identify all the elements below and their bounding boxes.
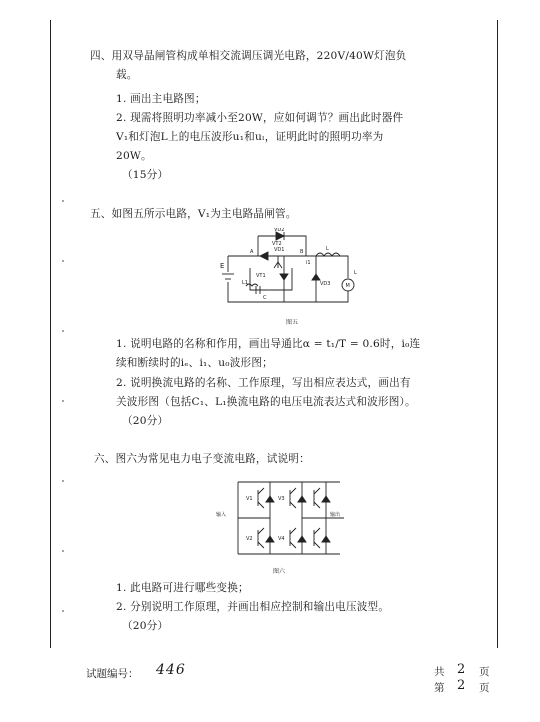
current-page-unit: 页 xyxy=(479,682,490,694)
q4-item2b: V₁和灯泡L上的电压波形u₁和uₗ，证明此时的照明功率为 xyxy=(116,131,384,143)
q6-label-input: 输入 xyxy=(216,512,227,518)
q5-item1b: 续和断续时的iₑ、i₁、u₀波形图； xyxy=(116,357,273,369)
q6-label-v3: V3 xyxy=(278,496,285,502)
q6-circuit-diagram xyxy=(214,474,354,562)
q6-label-v2: V2 xyxy=(246,536,253,542)
q6-score: （20分） xyxy=(122,620,169,632)
total-pages-value: 2 xyxy=(457,662,466,677)
q5-label-node-b: B xyxy=(300,249,304,255)
q6-label-v1: V1 xyxy=(246,496,253,502)
q5-label-c: C xyxy=(263,295,267,301)
exam-code-label: 试题编号： xyxy=(86,668,139,680)
q6-figure-caption: 图六 xyxy=(273,568,286,575)
current-page-label: 第 xyxy=(434,682,445,694)
q5-label-vd1: VD1 xyxy=(274,247,285,253)
q5-label-e: E xyxy=(220,262,225,270)
current-page-value: 2 xyxy=(457,678,466,693)
q5-label-node-a: A xyxy=(250,249,254,255)
q4-item1: 1. 画出主电路图； xyxy=(116,93,206,105)
q6-item1: 1. 此电路可进行哪些变换； xyxy=(116,582,249,594)
q5-label-l1: L1 xyxy=(242,280,248,286)
q6-item2: 2. 分别说明工作原理，并画出相应控制和输出电压波型。 xyxy=(116,601,390,613)
q5-label-vt: VT2 xyxy=(272,241,282,247)
total-pages-label: 共 xyxy=(434,666,445,678)
q4-item2a: 2. 现需将照明功率减小至20W，应如何调节？画出此时器件 xyxy=(116,112,404,124)
q4-item2c: 20W。 xyxy=(116,150,152,162)
exam-code-value: 446 xyxy=(156,662,186,678)
q4-line1: 四、用双导晶闸管构成单相交流调压调光电路，220V/40W灯泡负 xyxy=(90,50,407,62)
q5-circuit-diagram xyxy=(220,228,368,312)
margin-dots xyxy=(62,200,68,620)
q5-label-l: L xyxy=(326,246,329,252)
q6-label-output: 输出 xyxy=(330,512,341,518)
q5-item2b: 关波形图（包括C₁、L₁换流电路的电压电流表达式和波形图）。 xyxy=(116,396,416,408)
q5-item1a: 1. 说明电路的名称和作用，画出导通比α = t₁/T = 0.6时，i₀连 xyxy=(116,338,421,350)
q6-label-v4: V4 xyxy=(278,536,285,542)
q5-title: 五、如图五所示电路，V₁为主电路晶闸管。 xyxy=(90,208,297,220)
q4-line2: 载。 xyxy=(116,69,138,81)
q5-figure-caption: 图五 xyxy=(286,319,299,326)
q4-score: （15分） xyxy=(122,169,169,181)
total-pages-unit: 页 xyxy=(479,666,490,678)
q5-label-m: M xyxy=(345,283,350,289)
q5-label-ld: L xyxy=(354,270,357,276)
q5-label-vt1: VT1 xyxy=(256,273,266,279)
q5-score: （20分） xyxy=(122,415,169,427)
q5-item2a: 2. 说明换流电路的名称、工作原理，写出相应表达式，画出有 xyxy=(116,377,411,389)
q6-title: 六、图六为常见电力电子变流电路，试说明： xyxy=(94,453,310,465)
q5-label-i1: i1 xyxy=(306,260,311,266)
q5-label-vd2: VD2 xyxy=(274,228,285,233)
q5-label-vd3: VD3 xyxy=(320,281,331,287)
